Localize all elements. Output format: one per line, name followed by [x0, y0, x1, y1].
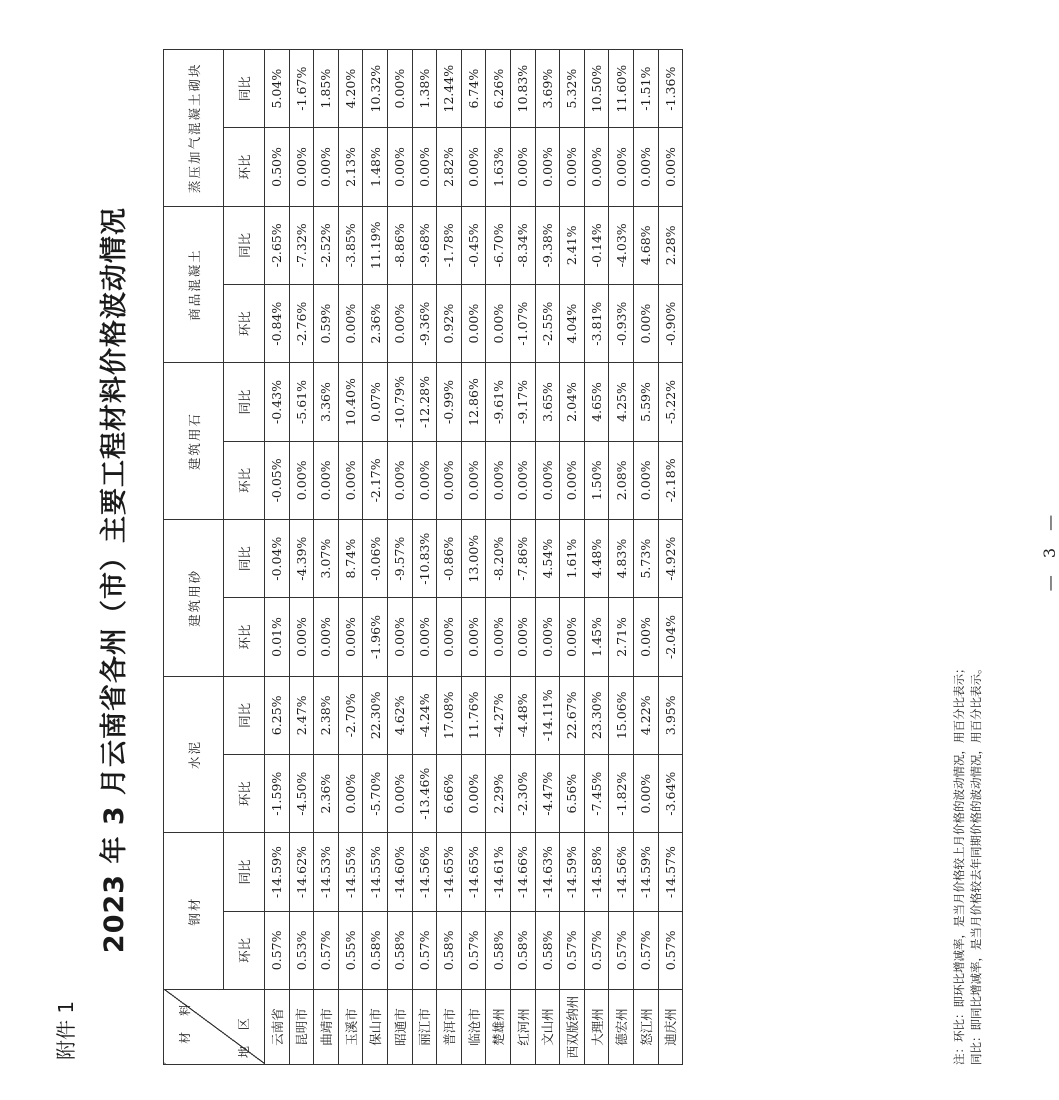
value-cell: -10.79%: [387, 363, 412, 441]
value-cell: 0.00%: [461, 128, 486, 206]
page-title: 2023 年 3 月云南省各州（市）主要工程材料价格波动情况: [99, 206, 130, 954]
value-cell: -4.48%: [510, 676, 535, 754]
table-row: [289, 49, 314, 1064]
table-row: [560, 49, 585, 1064]
value-cell: -2.55%: [535, 284, 560, 362]
value-cell: -2.70%: [338, 676, 363, 754]
value-cell: 0.00%: [387, 755, 412, 833]
value-cell: 0.00%: [510, 598, 535, 676]
value-cell: -1.36%: [658, 49, 683, 127]
value-cell: 0.00%: [387, 284, 412, 362]
value-cell: -1.51%: [633, 49, 658, 127]
value-cell: 0.00%: [461, 284, 486, 362]
table-row: [461, 49, 486, 1064]
value-cell: -2.18%: [658, 441, 683, 519]
price-table: [163, 49, 683, 1065]
value-cell: 0.58%: [387, 911, 412, 989]
material-header: 蒸压加气混凝土砌块: [164, 49, 224, 206]
value-cell: 11.76%: [461, 676, 486, 754]
value-cell: 0.00%: [560, 441, 585, 519]
value-cell: 4.65%: [584, 363, 609, 441]
value-cell: 11.60%: [609, 49, 634, 127]
mom-header: 环比: [224, 284, 265, 362]
value-cell: -14.59%: [633, 833, 658, 911]
value-cell: 0.57%: [461, 911, 486, 989]
value-cell: 0.00%: [289, 128, 314, 206]
table-row: [412, 49, 437, 1064]
value-cell: -1.96%: [363, 598, 388, 676]
value-cell: 6.56%: [560, 755, 585, 833]
value-cell: 15.06%: [609, 676, 634, 754]
value-cell: 2.04%: [560, 363, 585, 441]
value-cell: 10.32%: [363, 49, 388, 127]
value-cell: 6.25%: [265, 676, 290, 754]
region-cell: 文山州: [535, 990, 560, 1065]
value-cell: -2.76%: [289, 284, 314, 362]
table-row: [658, 49, 683, 1064]
value-cell: 0.50%: [265, 128, 290, 206]
mom-header: 环比: [224, 598, 265, 676]
value-cell: -14.55%: [338, 833, 363, 911]
value-cell: 0.00%: [584, 128, 609, 206]
value-cell: 0.00%: [633, 128, 658, 206]
value-cell: -0.45%: [461, 206, 486, 284]
value-cell: -6.70%: [486, 206, 511, 284]
value-cell: -4.50%: [289, 755, 314, 833]
region-cell: 曲靖市: [314, 990, 339, 1065]
table-row: [338, 49, 363, 1064]
value-cell: -14.61%: [486, 833, 511, 911]
value-cell: 4.83%: [609, 519, 634, 597]
value-cell: 10.40%: [338, 363, 363, 441]
value-cell: 0.00%: [486, 284, 511, 362]
value-cell: -14.62%: [289, 833, 314, 911]
value-cell: -4.27%: [486, 676, 511, 754]
value-cell: 0.57%: [609, 911, 634, 989]
value-cell: 12.44%: [437, 49, 462, 127]
value-cell: 0.00%: [387, 598, 412, 676]
value-cell: 0.57%: [658, 911, 683, 989]
value-cell: 6.26%: [486, 49, 511, 127]
value-cell: 22.67%: [560, 676, 585, 754]
value-cell: -1.82%: [609, 755, 634, 833]
value-cell: 2.29%: [486, 755, 511, 833]
value-cell: 0.00%: [338, 755, 363, 833]
value-cell: -14.59%: [560, 833, 585, 911]
value-cell: 0.00%: [314, 441, 339, 519]
value-cell: 2.82%: [437, 128, 462, 206]
value-cell: 4.62%: [387, 676, 412, 754]
value-cell: -9.61%: [486, 363, 511, 441]
value-cell: -8.34%: [510, 206, 535, 284]
table-row: [265, 49, 290, 1064]
value-cell: 0.00%: [633, 441, 658, 519]
value-cell: -0.04%: [265, 519, 290, 597]
value-cell: 0.57%: [560, 911, 585, 989]
region-cell: 楚雄州: [486, 990, 511, 1065]
value-cell: 0.57%: [314, 911, 339, 989]
value-cell: -7.32%: [289, 206, 314, 284]
table-row: [535, 49, 560, 1064]
value-cell: -14.58%: [584, 833, 609, 911]
value-cell: -14.11%: [535, 676, 560, 754]
value-cell: -0.14%: [584, 206, 609, 284]
value-cell: 0.00%: [461, 441, 486, 519]
value-cell: -10.83%: [412, 519, 437, 597]
value-cell: 3.36%: [314, 363, 339, 441]
yoy-header: 同比: [224, 519, 265, 597]
value-cell: -2.17%: [363, 441, 388, 519]
value-cell: 0.00%: [314, 598, 339, 676]
value-cell: 0.00%: [510, 441, 535, 519]
note-line: 注：环比：即环比增减率，是当月价格较上月价格的波动情况，用百分比表示；: [952, 662, 966, 1065]
value-cell: -3.81%: [584, 284, 609, 362]
region-cell: 昆明市: [289, 990, 314, 1065]
yoy-header: 同比: [224, 363, 265, 441]
value-cell: -7.86%: [510, 519, 535, 597]
value-cell: 0.00%: [560, 598, 585, 676]
material-header: 建筑用石: [164, 363, 224, 520]
value-cell: 0.00%: [633, 598, 658, 676]
region-cell: 丽江市: [412, 990, 437, 1065]
value-cell: 0.00%: [437, 598, 462, 676]
value-cell: 0.92%: [437, 284, 462, 362]
value-cell: 13.00%: [461, 519, 486, 597]
region-cell: 保山市: [363, 990, 388, 1065]
table-row: [486, 49, 511, 1064]
value-cell: -0.84%: [265, 284, 290, 362]
mom-header: 环比: [224, 755, 265, 833]
value-cell: 0.00%: [387, 128, 412, 206]
value-cell: 6.74%: [461, 49, 486, 127]
value-cell: 0.00%: [387, 441, 412, 519]
value-cell: 22.30%: [363, 676, 388, 754]
value-cell: 4.48%: [584, 519, 609, 597]
corner-region-label: 地 区: [237, 1012, 251, 1058]
table-row: [314, 49, 339, 1064]
value-cell: 4.25%: [609, 363, 634, 441]
value-cell: 2.08%: [609, 441, 634, 519]
value-cell: -3.85%: [338, 206, 363, 284]
value-cell: 0.58%: [510, 911, 535, 989]
value-cell: 0.00%: [338, 441, 363, 519]
region-cell: 红河州: [510, 990, 535, 1065]
value-cell: -8.86%: [387, 206, 412, 284]
value-cell: 4.68%: [633, 206, 658, 284]
table-row: [609, 49, 634, 1064]
value-cell: -14.66%: [510, 833, 535, 911]
value-cell: 0.00%: [510, 128, 535, 206]
mom-header: 环比: [224, 441, 265, 519]
value-cell: 0.00%: [412, 598, 437, 676]
value-cell: 0.00%: [535, 128, 560, 206]
value-cell: -0.93%: [609, 284, 634, 362]
value-cell: -14.53%: [314, 833, 339, 911]
value-cell: -14.63%: [535, 833, 560, 911]
value-cell: 0.07%: [363, 363, 388, 441]
value-cell: -9.36%: [412, 284, 437, 362]
value-cell: 2.38%: [314, 676, 339, 754]
value-cell: 5.32%: [560, 49, 585, 127]
value-cell: -12.28%: [412, 363, 437, 441]
value-cell: -4.92%: [658, 519, 683, 597]
value-cell: 0.00%: [289, 441, 314, 519]
value-cell: 0.00%: [535, 441, 560, 519]
region-cell: 昭通市: [387, 990, 412, 1065]
value-cell: -0.90%: [658, 284, 683, 362]
value-cell: 0.00%: [486, 441, 511, 519]
mom-header: 环比: [224, 128, 265, 206]
value-cell: 1.45%: [584, 598, 609, 676]
value-cell: 0.00%: [314, 128, 339, 206]
value-cell: -7.45%: [584, 755, 609, 833]
value-cell: -14.60%: [387, 833, 412, 911]
region-cell: 临沧市: [461, 990, 486, 1065]
value-cell: 5.73%: [633, 519, 658, 597]
table-row: [633, 49, 658, 1064]
value-cell: 0.00%: [437, 441, 462, 519]
value-cell: 0.00%: [338, 284, 363, 362]
region-cell: 怒江州: [633, 990, 658, 1065]
value-cell: 0.00%: [609, 128, 634, 206]
value-cell: 1.85%: [314, 49, 339, 127]
value-cell: 0.00%: [560, 128, 585, 206]
value-cell: 6.66%: [437, 755, 462, 833]
value-cell: 2.13%: [338, 128, 363, 206]
value-cell: 0.00%: [658, 128, 683, 206]
value-cell: -14.65%: [437, 833, 462, 911]
material-header: 商品混凝土: [164, 206, 224, 363]
value-cell: 12.86%: [461, 363, 486, 441]
value-cell: -8.20%: [486, 519, 511, 597]
value-cell: -2.65%: [265, 206, 290, 284]
value-cell: 0.00%: [535, 598, 560, 676]
value-cell: 10.50%: [584, 49, 609, 127]
value-cell: -2.52%: [314, 206, 339, 284]
material-header: 水泥: [164, 676, 224, 833]
value-cell: -9.57%: [387, 519, 412, 597]
value-cell: -1.07%: [510, 284, 535, 362]
value-cell: 5.04%: [265, 49, 290, 127]
yoy-header: 同比: [224, 833, 265, 911]
value-cell: -5.22%: [658, 363, 683, 441]
value-cell: -1.67%: [289, 49, 314, 127]
value-cell: 0.00%: [412, 128, 437, 206]
table-row: [584, 49, 609, 1064]
value-cell: -1.78%: [437, 206, 462, 284]
value-cell: 0.00%: [289, 598, 314, 676]
yoy-header: 同比: [224, 206, 265, 284]
value-cell: 2.41%: [560, 206, 585, 284]
value-cell: 3.95%: [658, 676, 683, 754]
value-cell: -4.39%: [289, 519, 314, 597]
yoy-header: 同比: [224, 49, 265, 127]
value-cell: 0.01%: [265, 598, 290, 676]
value-cell: 4.54%: [535, 519, 560, 597]
value-cell: -14.56%: [412, 833, 437, 911]
region-cell: 玉溪市: [338, 990, 363, 1065]
value-cell: 0.55%: [338, 911, 363, 989]
value-cell: 0.00%: [387, 49, 412, 127]
notes: [951, 663, 985, 1066]
corner-header: [164, 990, 265, 1065]
value-cell: -1.59%: [265, 755, 290, 833]
value-cell: 2.28%: [658, 206, 683, 284]
value-cell: 8.74%: [338, 519, 363, 597]
value-cell: 1.61%: [560, 519, 585, 597]
value-cell: -9.68%: [412, 206, 437, 284]
value-cell: -5.70%: [363, 755, 388, 833]
value-cell: -5.61%: [289, 363, 314, 441]
value-cell: -0.99%: [437, 363, 462, 441]
value-cell: 3.69%: [535, 49, 560, 127]
value-cell: -0.43%: [265, 363, 290, 441]
value-cell: -0.05%: [265, 441, 290, 519]
value-cell: 0.58%: [363, 911, 388, 989]
value-cell: 0.58%: [486, 911, 511, 989]
value-cell: 2.36%: [314, 755, 339, 833]
value-cell: 0.00%: [633, 755, 658, 833]
value-cell: 5.59%: [633, 363, 658, 441]
value-cell: 0.58%: [535, 911, 560, 989]
value-cell: 0.57%: [633, 911, 658, 989]
value-cell: 1.50%: [584, 441, 609, 519]
value-cell: 2.47%: [289, 676, 314, 754]
yoy-header: 同比: [224, 676, 265, 754]
value-cell: 2.71%: [609, 598, 634, 676]
material-header: 建筑用砂: [164, 519, 224, 676]
value-cell: 17.08%: [437, 676, 462, 754]
value-cell: 0.57%: [584, 911, 609, 989]
value-cell: 0.53%: [289, 911, 314, 989]
value-cell: 0.57%: [412, 911, 437, 989]
value-cell: 0.00%: [461, 755, 486, 833]
value-cell: 1.38%: [412, 49, 437, 127]
value-cell: -13.46%: [412, 755, 437, 833]
value-cell: -9.17%: [510, 363, 535, 441]
value-cell: 0.00%: [633, 284, 658, 362]
value-cell: 1.48%: [363, 128, 388, 206]
value-cell: -14.65%: [461, 833, 486, 911]
value-cell: 3.07%: [314, 519, 339, 597]
corner-material-label: 材 料: [178, 998, 192, 1044]
value-cell: -4.24%: [412, 676, 437, 754]
value-cell: 0.00%: [461, 598, 486, 676]
value-cell: 3.65%: [535, 363, 560, 441]
table-row: [387, 49, 412, 1064]
region-cell: 迪庆州: [658, 990, 683, 1065]
region-cell: 大理州: [584, 990, 609, 1065]
value-cell: 23.30%: [584, 676, 609, 754]
table-row: [437, 49, 462, 1064]
region-cell: 云南省: [265, 990, 290, 1065]
value-cell: 2.36%: [363, 284, 388, 362]
table-row: [363, 49, 388, 1064]
region-cell: 普洱市: [437, 990, 462, 1065]
value-cell: 0.00%: [412, 441, 437, 519]
annex-label: 附件 1: [54, 1000, 78, 1060]
value-cell: -14.56%: [609, 833, 634, 911]
value-cell: -3.64%: [658, 755, 683, 833]
value-cell: 1.63%: [486, 128, 511, 206]
note-line: 同比：即同比增减率，是当月价格较去年同期价格的波动情况，用百分比表示。: [969, 662, 983, 1065]
page-number: — 3 —: [1040, 508, 1059, 592]
mom-header: 环比: [224, 911, 265, 989]
value-cell: 10.83%: [510, 49, 535, 127]
value-cell: 4.04%: [560, 284, 585, 362]
value-cell: 4.20%: [338, 49, 363, 127]
value-cell: 0.58%: [437, 911, 462, 989]
value-cell: -2.30%: [510, 755, 535, 833]
value-cell: -0.86%: [437, 519, 462, 597]
value-cell: 0.00%: [486, 598, 511, 676]
value-cell: -0.06%: [363, 519, 388, 597]
value-cell: -9.38%: [535, 206, 560, 284]
value-cell: -14.57%: [658, 833, 683, 911]
value-cell: -4.47%: [535, 755, 560, 833]
value-cell: -14.55%: [363, 833, 388, 911]
table-row: [510, 49, 535, 1064]
value-cell: 0.00%: [338, 598, 363, 676]
value-cell: 0.57%: [265, 911, 290, 989]
material-header: 钢材: [164, 833, 224, 990]
value-cell: 0.59%: [314, 284, 339, 362]
value-cell: 4.22%: [633, 676, 658, 754]
value-cell: 11.19%: [363, 206, 388, 284]
value-cell: -2.04%: [658, 598, 683, 676]
region-cell: 德宏州: [609, 990, 634, 1065]
value-cell: -4.03%: [609, 206, 634, 284]
value-cell: -14.59%: [265, 833, 290, 911]
region-cell: 西双版纳州: [560, 990, 585, 1065]
